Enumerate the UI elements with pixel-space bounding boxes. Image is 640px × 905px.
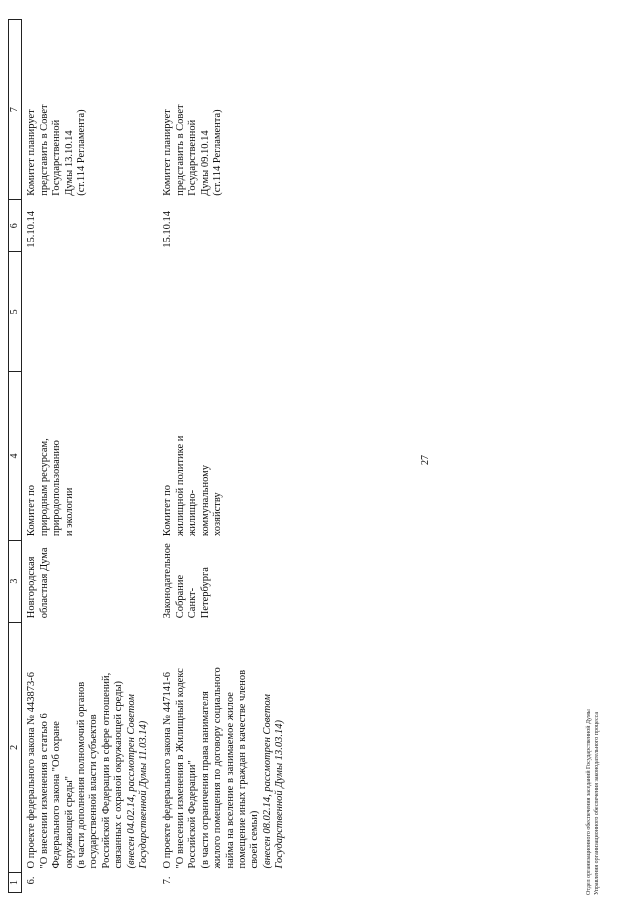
bill-description [22,622,159,872]
column-5-cell [158,252,294,372]
committee-plan: Комитет планирует представить в Совет Государственной Думы 13.10.14 (ст.114 Регламента) [26,104,88,196]
bill-description [158,622,294,872]
column-header-3: 3 [9,540,22,622]
bill-submission-note: (внесен 08.02.14, рассмотрен Советом Государственной Думы 13.03.14) [261,694,286,869]
column-header-2: 2 [9,622,22,872]
column-number-header [9,20,22,893]
column-header-1: 1 [9,872,22,892]
column-header-5: 5 [9,252,22,372]
committee-plan: Комитет планирует представить в Совет Государственной Думы 09.10.14 (ст.114 Регламента) [162,104,224,196]
column-header-7: 7 [9,20,22,200]
bill-submission-note: (внесен 04.02.14, рассмотрен Советом Государственной Думы 11.03.14) [125,694,150,869]
row-number: 7. [162,876,174,885]
column-header-4: 4 [9,372,22,540]
responsible-committee: Комитет по природным ресурсам, природопользованию и экологии [26,438,75,537]
column-header-6: 6 [9,200,22,252]
column-5-cell [22,252,159,372]
footer [585,709,601,895]
legislation-table [8,19,295,893]
footer-line-1: Отдел организационного обеспечения заседаний Государственной Думы [586,709,592,895]
deadline-date: 15.10.14 [162,211,174,248]
initiator: Законодательное Собрание Санкт- Петербурга [162,543,211,619]
bill-title: О проекте федерального закона № 447141-6 "О внесении изменения в Жилищный кодекс Российской Федерации" (в части ограничения права нанимателя жилого помещения по договору социального найма на вселение в занимаемое жилое помещение иных граждан в качестве членов своей семьи) [162,667,261,869]
initiator: Новгородская областная Дума [26,547,50,619]
responsible-committee: Комитет по жилищной политике и жилищно- коммунальному хозяйству [162,435,224,537]
footer-line-2: Управления организационного обеспечения законодательного процесса [594,711,600,895]
row-number: 6. [26,876,38,885]
table-row [22,20,159,893]
bill-title: О проекте федерального закона № 443873-6 "О внесении изменения в статью 6 Федерального закона "Об охране окружающей среды" (в части дополнения полномочий органов государственной власти субъектов Российской Федерации в сфере отношений, связанных с охраной окружающей среды) [26,671,125,869]
page-number: 27 [420,455,431,465]
table-row [158,20,294,893]
deadline-date: 15.10.14 [26,211,38,248]
